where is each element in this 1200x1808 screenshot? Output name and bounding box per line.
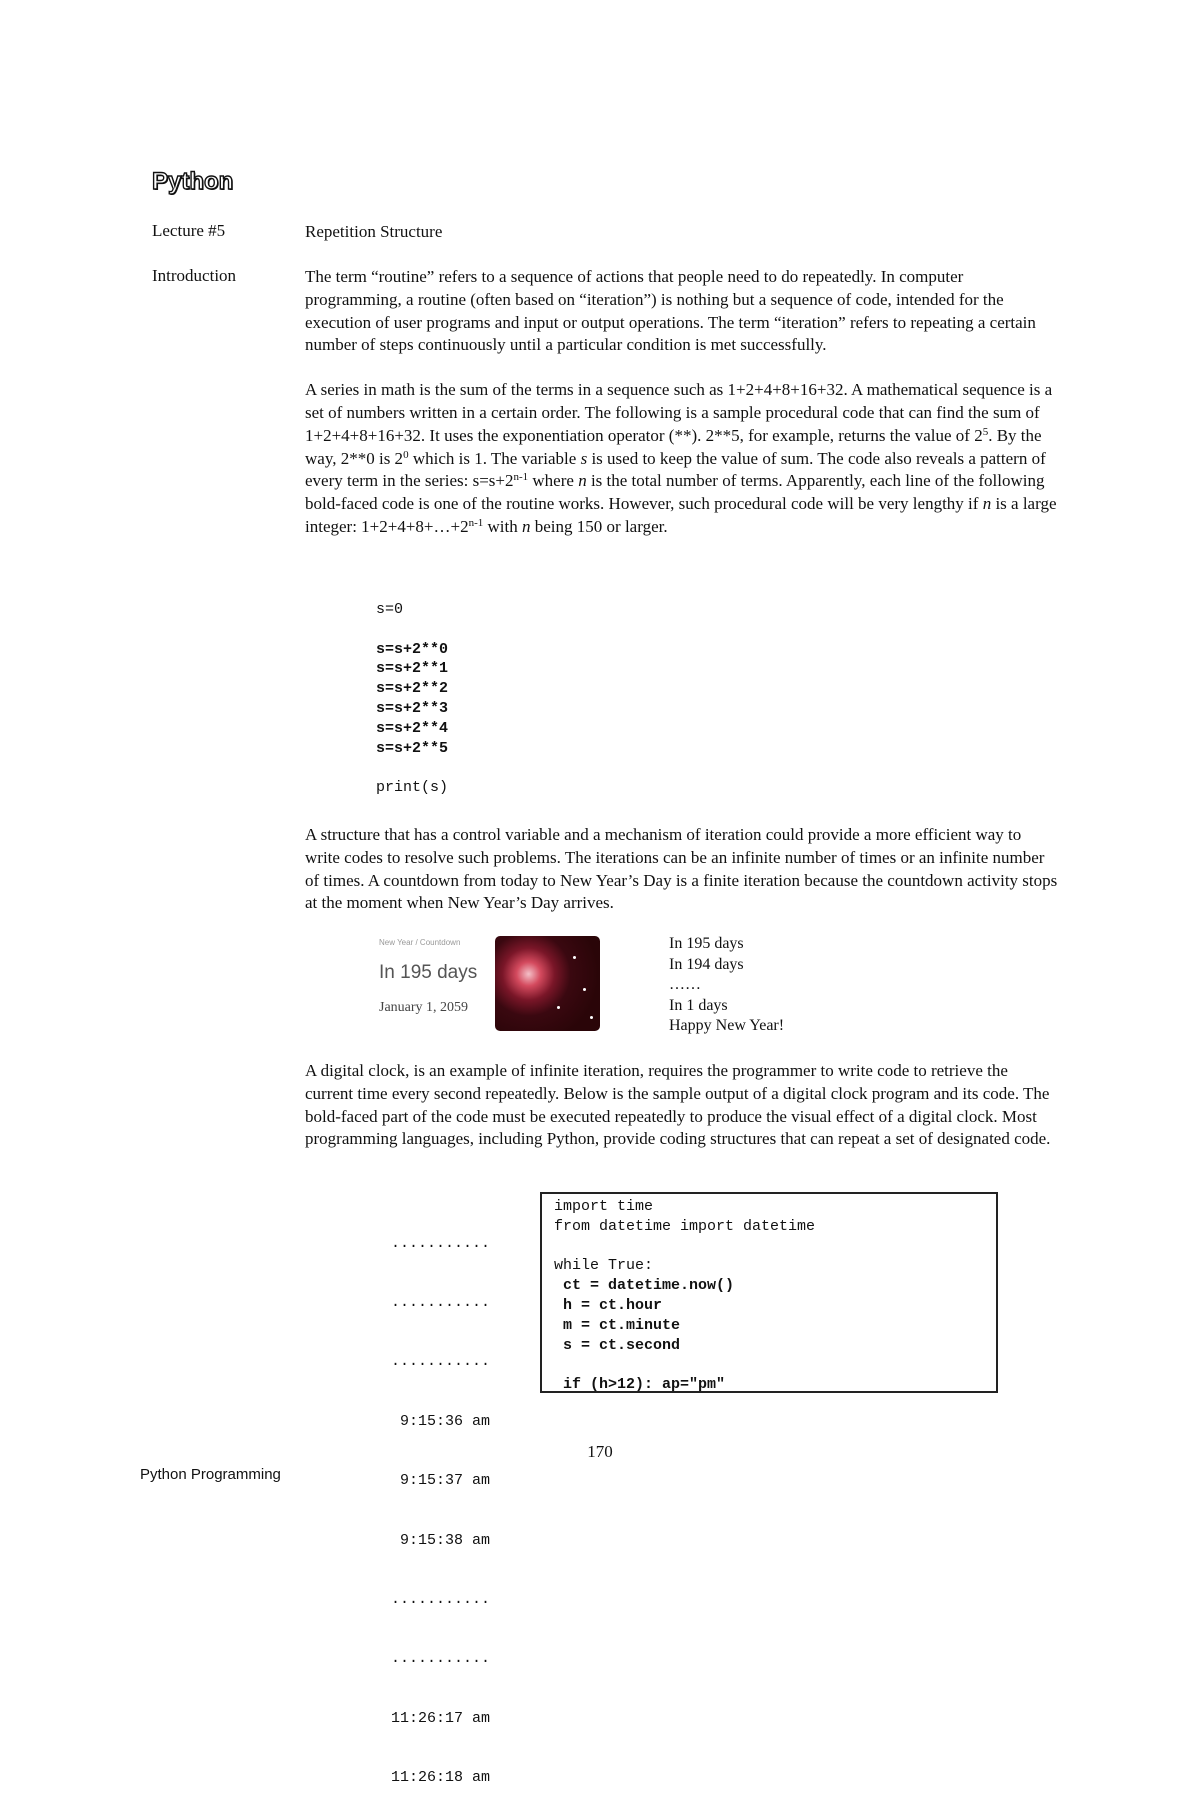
code-line: s=0	[376, 601, 404, 618]
clock-output	[372, 1194, 490, 1808]
clock-output-line: 11:26:17 am	[390, 1709, 490, 1727]
code-line: h = ct.hour	[554, 1296, 663, 1314]
clock-output-line: ...........	[390, 1234, 490, 1252]
countdown-line: In 194 days	[669, 955, 744, 973]
code-line: s=s+2**1	[376, 660, 449, 678]
fireworks-image	[495, 936, 600, 1031]
clock-output-line: ...........	[390, 1650, 490, 1668]
code-line: from datetime import datetime	[554, 1217, 816, 1235]
clock-output-line: ...........	[390, 1293, 490, 1311]
countdown-line: Happy New Year!	[669, 1017, 785, 1035]
card-date: January 1, 2059	[379, 1000, 469, 1015]
card-header: New Year / Countdown	[379, 938, 461, 947]
code-line: print(s)	[376, 779, 449, 797]
code-line: ct = datetime.now()	[554, 1277, 735, 1295]
lecture-label: Lecture #5	[152, 221, 226, 240]
code-line: if (h>12): ap="pm"	[554, 1376, 726, 1393]
sum-code-block	[376, 600, 448, 798]
card-days: In 195 days	[379, 962, 478, 983]
clock-code-box	[540, 1192, 998, 1393]
countdown-line: In 195 days	[669, 935, 744, 952]
code-line: while True:	[554, 1257, 654, 1275]
code-line: s=s+2**2	[376, 680, 449, 698]
paragraph-structure: A structure that has a control variable and a mechanism of iteration could provide a more efficient way to write codes to resolve such problems. The iterations can be an infinite number of times or an infinite number of times. A countdown from today to New Year’s Day is a finite iteration because the countdown activity stops at the moment when New Year’s Day arrives.	[305, 825, 1058, 913]
countdown-line: ……	[669, 976, 701, 994]
footer-text: Python Programming	[140, 1466, 281, 1483]
clock-output-line: 9:15:38 am	[399, 1531, 490, 1549]
page-number: 170	[587, 1442, 613, 1461]
lecture-topic: Repetition Structure	[305, 222, 443, 241]
clock-output-line: 11:26:18 am	[390, 1769, 490, 1787]
paragraph-digital-clock: A digital clock, is an example of infinite iteration, requires the programmer to write code to retrieve the current time every second repeatedly. Below is the sample output of a digital clock program and its code. The bold-faced part of the code must be executed repeatedly to produce the visual effect of a digital clock. Most programming languages, including Python, provide coding structures that can repeat a set of designated code.	[305, 1061, 1051, 1149]
main-text-block	[305, 266, 1060, 561]
code-line: s=s+2**5	[376, 739, 449, 757]
clock-output-line: ...........	[390, 1353, 490, 1371]
code-line: import time	[554, 1198, 654, 1215]
paragraph-routine: The term “routine” refers to a sequence of actions that people need to do repeatedly. In computer programming, a routine (often based on “iteration”) is nothing but a sequence of code, intended for the execution of user programs and input or output operations. The term “iteration” refers to repeating a certain number of steps continuously until a particular condition is met successfully.	[305, 267, 1036, 355]
clock-output-line: 9:15:37 am	[399, 1472, 490, 1490]
code-line: s=s+2**0	[376, 640, 449, 658]
section-label: Introduction	[152, 266, 237, 285]
newyear-countdown-card	[372, 933, 604, 1033]
code-line: s = ct.second	[554, 1336, 681, 1354]
page-title: Python	[152, 168, 234, 195]
clock-output-line: 9:15:36 am	[399, 1412, 490, 1430]
countdown-output	[669, 934, 784, 1037]
code-line: m = ct.minute	[554, 1316, 681, 1334]
clock-output-line: ...........	[390, 1590, 490, 1608]
paragraph-series: A series in math is the sum of the terms in a sequence such as 1+2+4+8+16+32. A mathematical sequence is a set of numbers written in a certain order. The following is a sample procedural code that can find the sum of 1+2+4+8+16+32. It uses the exponentiation operator (**). 2**5, for example, returns the value of $2^5$. By the way, 2**0 is $2^0$ which is 1. The variable s is used to keep the value of sum. The code also reveals a pattern of every term in the series: $s=s+2^{n-1}$ where n is the total number of terms. Apparently, each line of the following bold-faced code is one of the routine works. However, such procedural code will be very lengthy if n is a large integer: $1+2+4+8+\dots+2^{n-1}$ with n being 150 or larger.	[305, 380, 1057, 536]
code-line: s=s+2**4	[376, 719, 449, 737]
countdown-line: In 1 days	[669, 996, 728, 1014]
code-line: s=s+2**3	[376, 699, 449, 717]
